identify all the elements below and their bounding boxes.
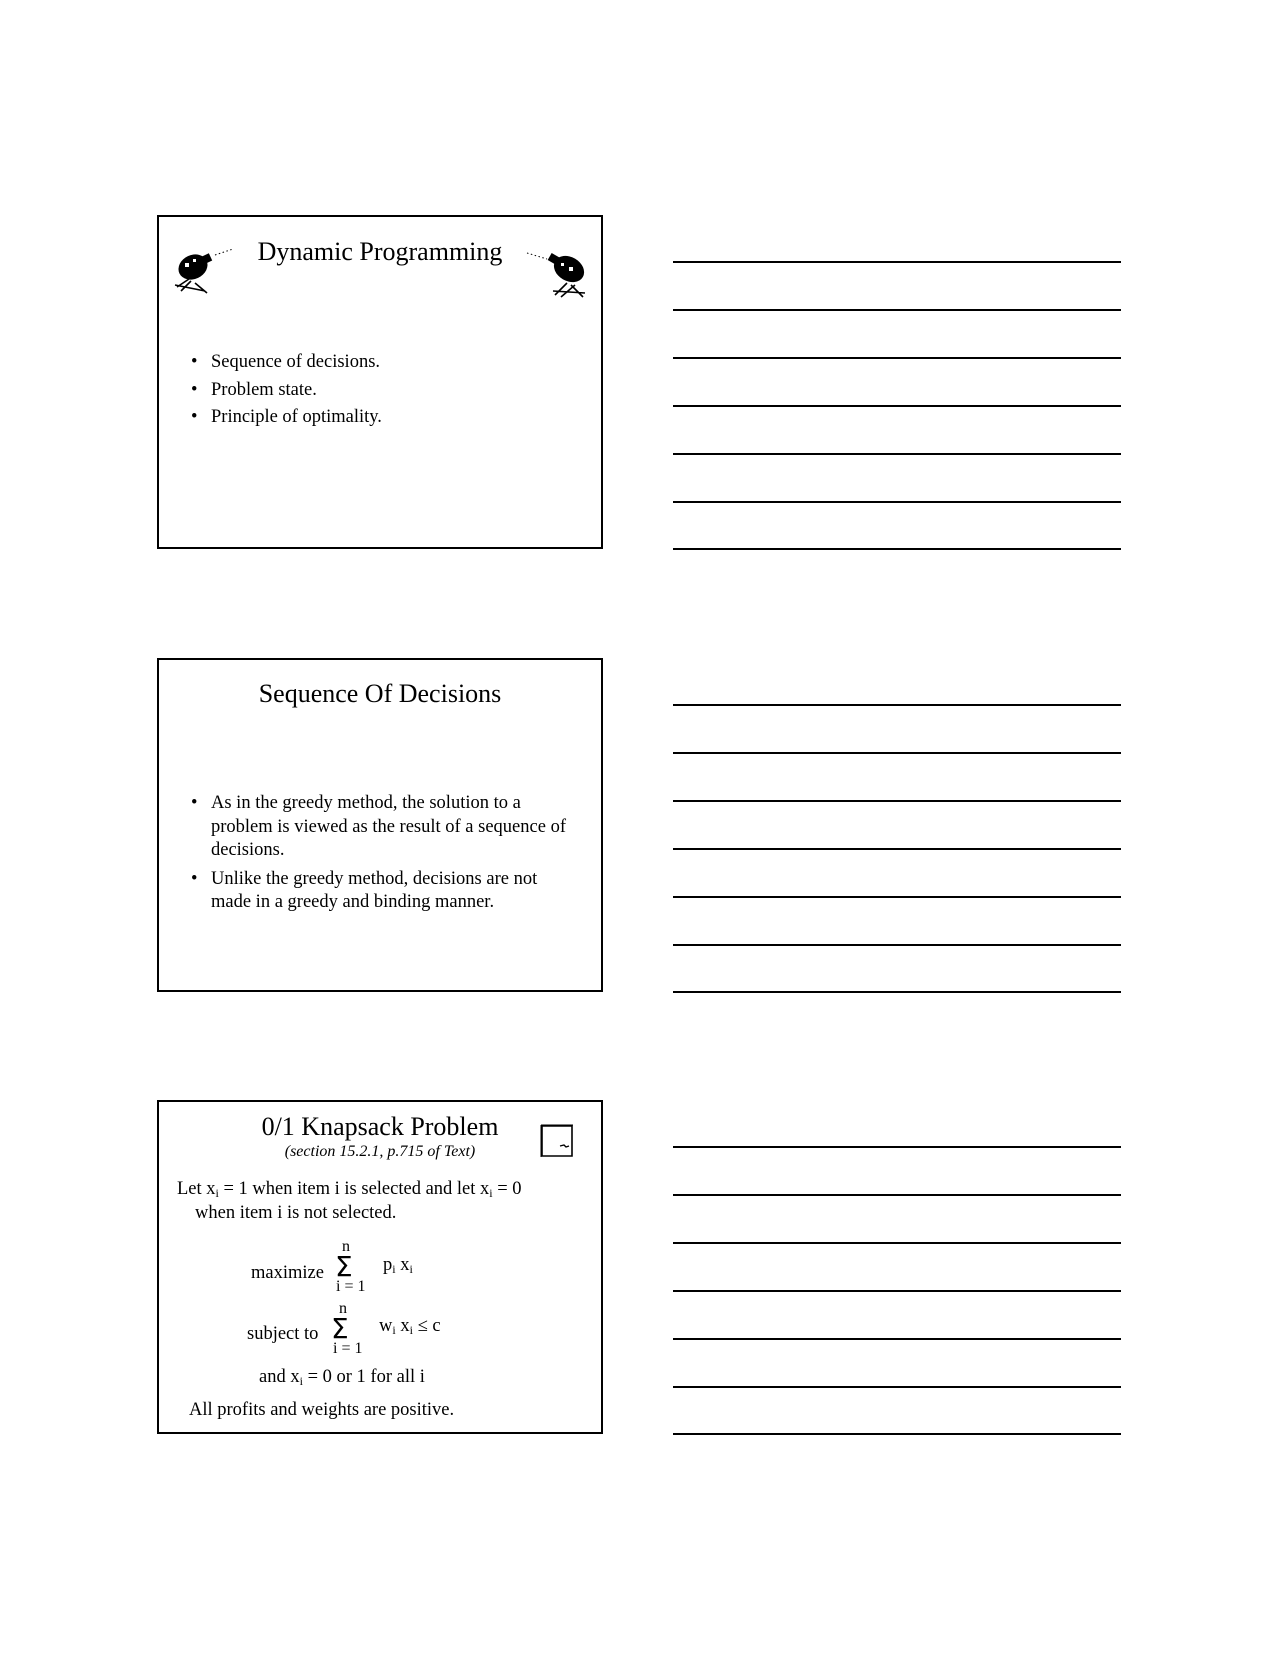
notes-line — [673, 453, 1121, 455]
notes-line — [673, 944, 1121, 946]
slide-knapsack-problem — [157, 1100, 603, 1434]
bullet-item: • Problem state. — [189, 379, 581, 403]
sum-upper-limit: n — [339, 1300, 347, 1317]
notes-line — [673, 800, 1121, 802]
definition-line: Let $x_i = 1$ when item i is selected and let $x_i = 0$ — [177, 1179, 522, 1200]
slide-sequence-of-decisions — [157, 658, 603, 992]
sum-symbol: Σ — [335, 1250, 353, 1283]
sum-symbol: Σ — [331, 1312, 349, 1345]
cannon-icon — [525, 243, 591, 299]
notes-line — [673, 548, 1121, 550]
notes-line — [673, 1290, 1121, 1292]
notes-line — [673, 357, 1121, 359]
sum-lower-limit: i = 1 — [333, 1340, 363, 1357]
notes-line — [673, 848, 1121, 850]
notes-line — [673, 704, 1121, 706]
objective-term: $p_i$ $x_i$ — [383, 1255, 413, 1276]
subject-to-label: subject to — [247, 1324, 319, 1344]
bullet-item: • As in the greedy method, the solution to a problem is viewed as the result of a sequence of decisions. — [189, 792, 581, 863]
slide-title: 0/1 Knapsack Problem — [261, 1112, 499, 1141]
binary-constraint: and $x_i = 0$ or 1 for all i — [259, 1367, 425, 1388]
slide-title: Dynamic Programming — [257, 237, 503, 266]
notes-line — [673, 1194, 1121, 1196]
slide-title: Sequence Of Decisions — [258, 679, 502, 708]
notes-line — [673, 1242, 1121, 1244]
slide-footer-text: All profits and weights are positive. — [189, 1400, 455, 1420]
notes-line — [673, 405, 1121, 407]
cannon-icon — [171, 243, 237, 299]
bullet-item: • Sequence of decisions. — [189, 351, 581, 375]
constraint-term: $w_i$ $x_i \le c$ — [379, 1316, 441, 1337]
notes-line — [673, 261, 1121, 263]
definition-line-continued: when item i is not selected. — [195, 1203, 397, 1223]
slide-subtitle: (section 15.2.1, p.715 of Text) — [284, 1143, 476, 1160]
slide-dynamic-programming — [157, 215, 603, 549]
notes-line — [673, 752, 1121, 754]
document-icon — [540, 1124, 574, 1158]
notes-line — [673, 1386, 1121, 1388]
maximize-label: maximize — [251, 1263, 324, 1283]
bullet-item: • Principle of optimality. — [189, 406, 581, 430]
bullet-item: • Unlike the greedy method, decisions are not made in a greedy and binding manner. — [189, 868, 581, 915]
notes-line — [673, 309, 1121, 311]
notes-line — [673, 1146, 1121, 1148]
bullet-list — [189, 792, 581, 915]
notes-line — [673, 501, 1121, 503]
sum-lower-limit: i = 1 — [336, 1278, 366, 1295]
bullet-list — [189, 351, 581, 430]
notes-line — [673, 1338, 1121, 1340]
notes-line — [673, 1433, 1121, 1435]
notes-line — [673, 991, 1121, 993]
sum-upper-limit: n — [342, 1238, 350, 1255]
notes-line — [673, 896, 1121, 898]
